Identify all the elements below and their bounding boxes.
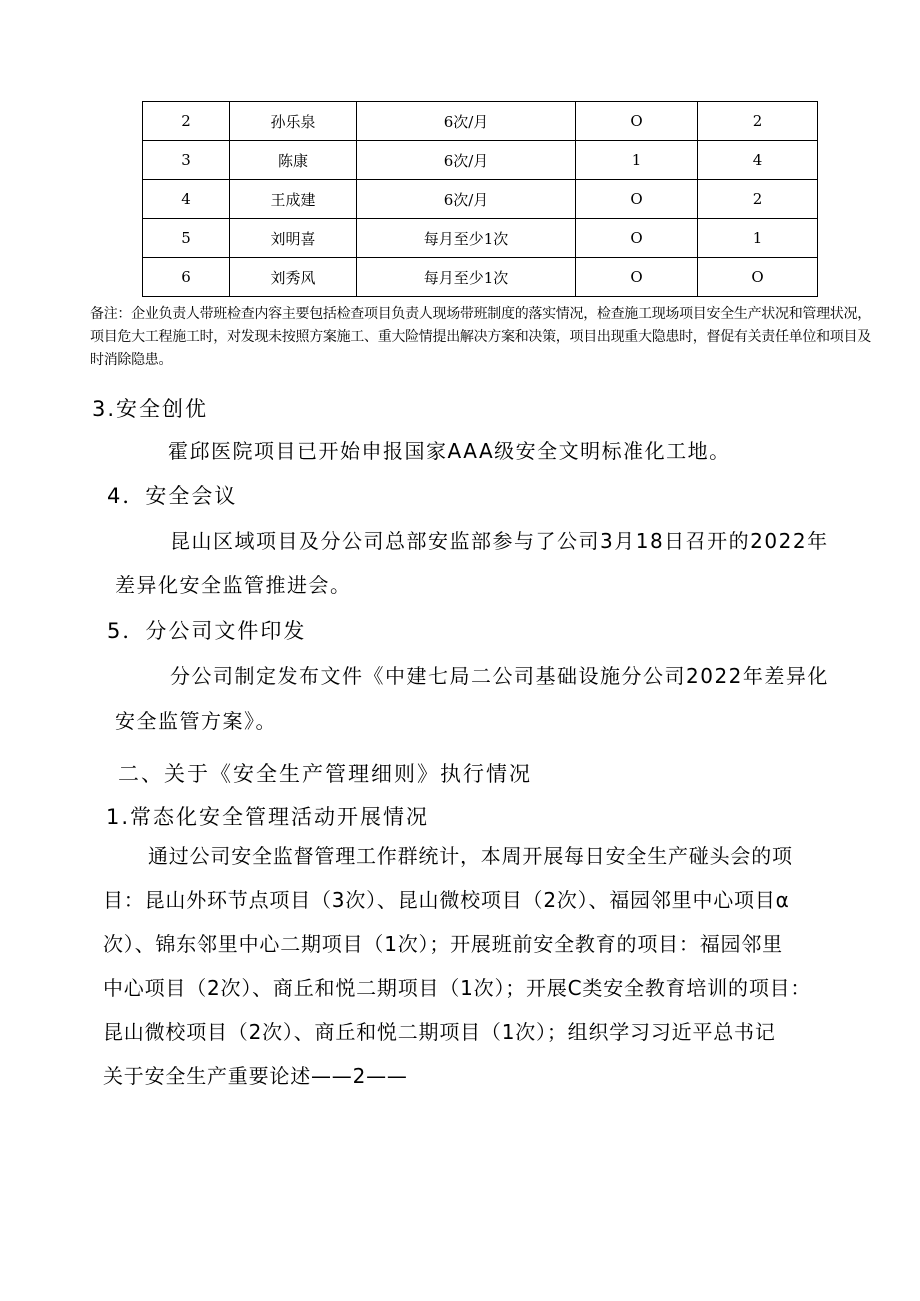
table-cell-frequency: 6次/月: [357, 180, 576, 219]
paragraph-line: 昆山微校项目（2次）、商丘和悦二期项目（1次）；组织学习习近平总书记: [103, 1020, 776, 1044]
inspection-table-wrap: [142, 101, 817, 297]
table-row: [143, 258, 818, 297]
paragraph-line: 通过公司安全监督管理工作群统计，本周开展每日安全生产碰头会的项: [148, 844, 793, 868]
table-cell-index: 2: [143, 102, 230, 141]
section-5-line-2: 安全监管方案》。: [115, 709, 277, 733]
table-body: [143, 102, 818, 297]
table-cell-count-b: 2: [698, 102, 818, 141]
paragraph-line: 中心项目（2次）、商丘和悦二期项目（1次）；开展C类安全教育培训的项目：: [103, 976, 812, 1000]
section-4-heading: 4．安全会议: [107, 484, 238, 508]
table-cell-frequency: 每月至少1次: [357, 258, 576, 297]
section-5-heading: 5．分公司文件印发: [107, 619, 307, 643]
table-cell-count-b: 1: [698, 219, 818, 258]
table-cell-count-b: O: [698, 258, 818, 297]
section-3-heading: 3.安全创优: [92, 397, 209, 421]
table-cell-count-a: 1: [576, 141, 698, 180]
table-row: [143, 219, 818, 258]
table-cell-name: 刘明喜: [230, 219, 357, 258]
table-cell-name: 孙乐泉: [230, 102, 357, 141]
table-cell-count-a: O: [576, 219, 698, 258]
table-cell-index: 5: [143, 219, 230, 258]
part-2-paragraph: [103, 834, 873, 1098]
paragraph-line: 次）、锦东邻里中心二期项目（1次）；开展班前安全教育的项目：福园邻里: [103, 932, 783, 956]
section-5-line-1: 分公司制定发布文件《中建七局二公司基础设施分公司2022年差异化: [170, 664, 829, 688]
table-row: [143, 180, 818, 219]
inspection-table: [142, 101, 818, 297]
paragraph-line: 目：昆山外环节点项目（3次）、昆山微校项目（2次）、福园邻里中心项目α: [103, 888, 790, 912]
part-2-subheading: 1.常态化安全管理活动开展情况: [106, 805, 430, 829]
table-cell-name: 陈康: [230, 141, 357, 180]
table-cell-count-a: O: [576, 102, 698, 141]
table-cell-count-a: O: [576, 180, 698, 219]
table-cell-count-a: O: [576, 258, 698, 297]
table-cell-index: 6: [143, 258, 230, 297]
table-row: [143, 102, 818, 141]
section-4-line-2: 差异化安全监管推进会。: [115, 573, 352, 597]
table-cell-count-b: 2: [698, 180, 818, 219]
table-cell-count-b: 4: [698, 141, 818, 180]
section-3-text: 霍邱医院项目已开始申报国家AAA级安全文明标准化工地。: [168, 439, 731, 463]
paragraph-line: 关于安全生产重要论述——2——: [103, 1064, 408, 1088]
table-cell-name: 刘秀风: [230, 258, 357, 297]
table-row: [143, 141, 818, 180]
table-cell-index: 4: [143, 180, 230, 219]
table-cell-frequency: 6次/月: [357, 102, 576, 141]
table-cell-name: 王成建: [230, 180, 357, 219]
table-note: 备注：企业负责人带班检查内容主要包括检查项目负责人现场带班制度的落实情况，检查施工现场项目安全生产状况和管理状况，项目危大工程施工时，对发现未按照方案施工、重大险情提出解决方案和决策，项目出现重大隐患时，督促有关责任单位和项目及时消除隐患。: [90, 306, 871, 368]
table-cell-frequency: 6次/月: [357, 141, 576, 180]
table-cell-index: 3: [143, 141, 230, 180]
table-cell-frequency: 每月至少1次: [357, 219, 576, 258]
part-2-heading: 二、关于《安全生产管理细则》执行情况: [118, 762, 532, 786]
section-4-line-1: 昆山区域项目及分公司总部安监部参与了公司3月18日召开的2022年: [170, 529, 829, 553]
